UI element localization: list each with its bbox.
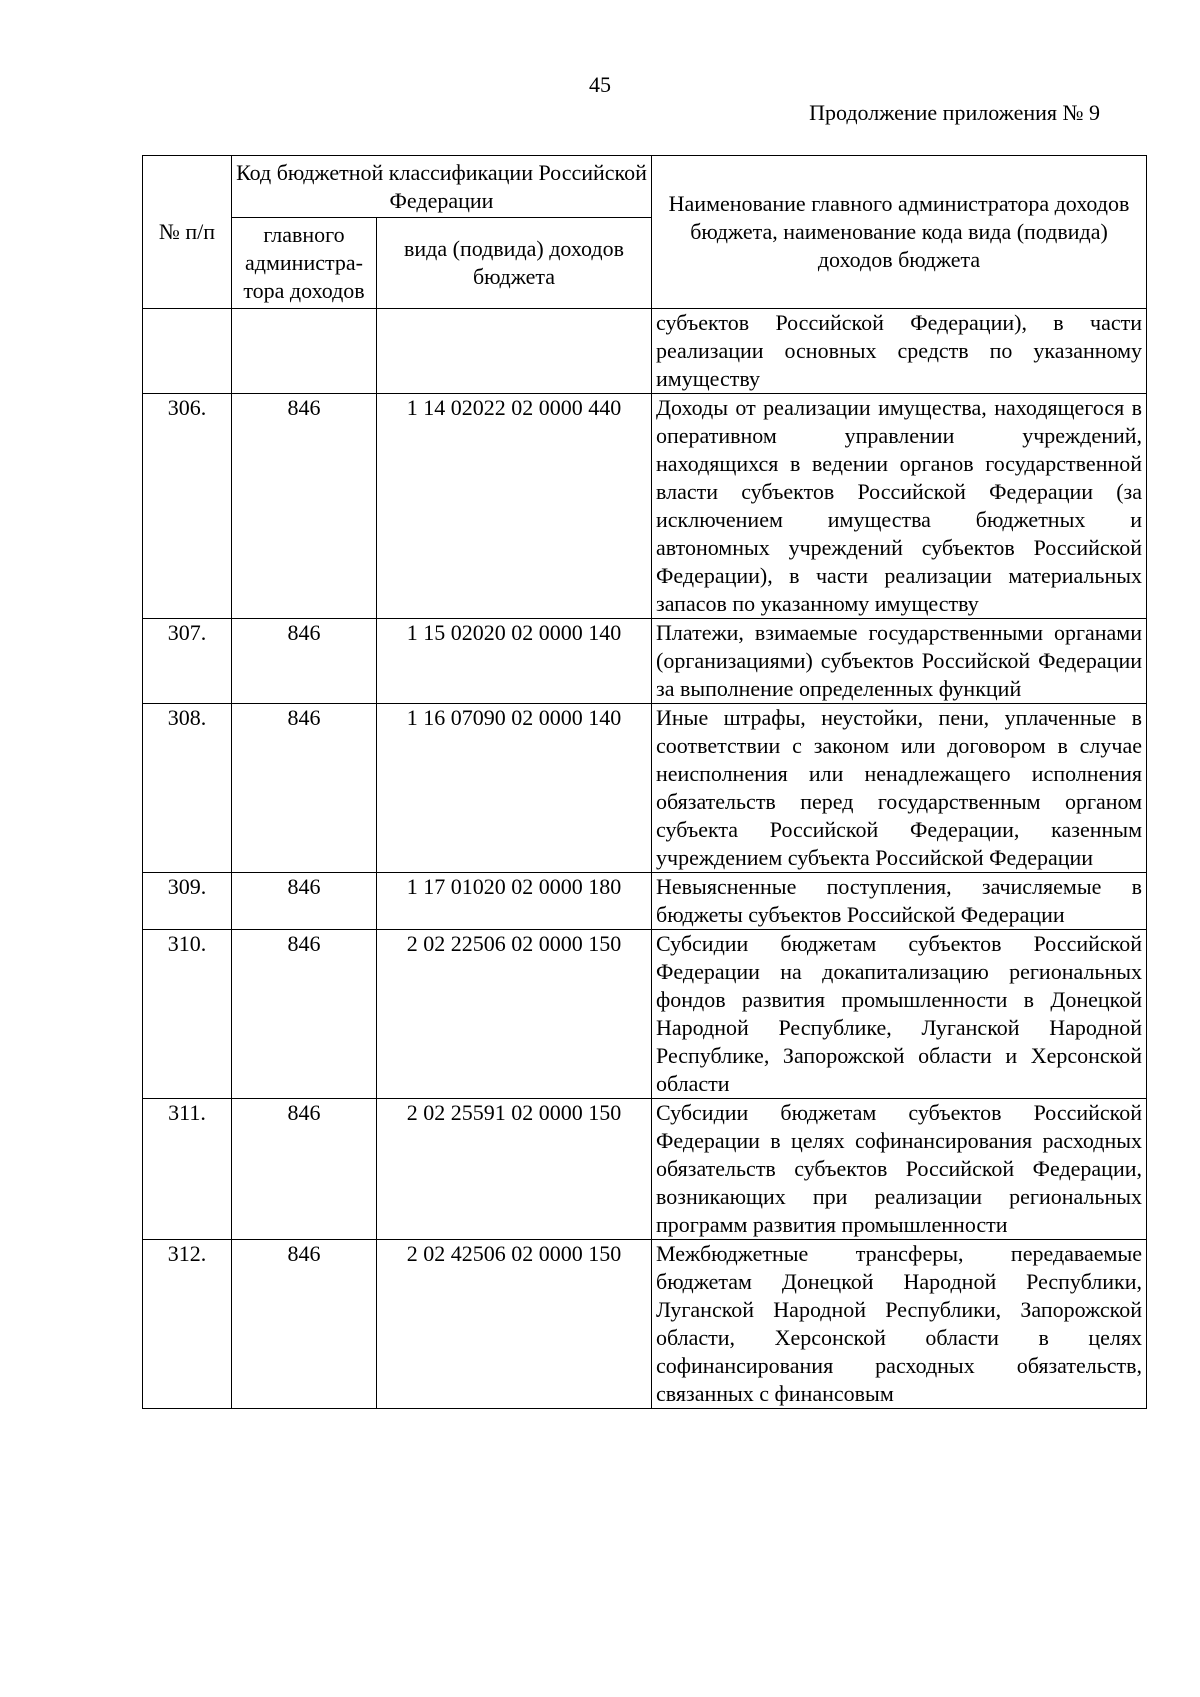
- row-admin-code: 846: [232, 394, 377, 619]
- row-description: Субсидии бюджетам субъектов Российской Федерации в целях софинансирования расходных обязательств субъектов Российской Федерации, возникающих при реализации региональных программ развития промышленности: [652, 1099, 1147, 1240]
- table-row: [143, 704, 1147, 873]
- row-number: 310.: [143, 930, 232, 1099]
- header-admin-code: главного администра-тора доходов: [232, 218, 377, 309]
- table-row: [143, 873, 1147, 930]
- row-income-code: 1 14 02022 02 0000 440: [377, 394, 652, 619]
- table-row: [143, 619, 1147, 704]
- row-admin-code: 846: [232, 619, 377, 704]
- row-income-code: [377, 309, 652, 394]
- row-number: 312.: [143, 1240, 232, 1409]
- table-row: [143, 1240, 1147, 1409]
- row-description: Платежи, взимаемые государственными органами (организациями) субъектов Российской Федерации за выполнение определенных функций: [652, 619, 1147, 704]
- row-description: Субсидии бюджетам субъектов Российской Федерации на докапитализацию региональных фондов развития промышленности в Донецкой Народной Республике, Луганской Народной Республике, Запорожской области и Херсонской области: [652, 930, 1147, 1099]
- row-number: 311.: [143, 1099, 232, 1240]
- row-description: Иные штрафы, неустойки, пени, уплаченные в соответствии с законом или договором в случае неисполнения или ненадлежащего исполнения обязательств перед государственным органом субъекта Российской Федерации, казенным учреждением субъекта Российской Федерации: [652, 704, 1147, 873]
- header-number: № п/п: [143, 156, 232, 309]
- row-admin-code: 846: [232, 930, 377, 1099]
- page-number: 45: [589, 72, 611, 97]
- row-number: 309.: [143, 873, 232, 930]
- row-income-code: 2 02 42506 02 0000 150: [377, 1240, 652, 1409]
- table-row: [143, 394, 1147, 619]
- header-code-group: Код бюджетной классификации Российской Федерации: [232, 156, 652, 218]
- budget-classification-table: [142, 155, 1147, 1409]
- table-row: [143, 1099, 1147, 1240]
- table-header: [143, 156, 1147, 309]
- row-description: Доходы от реализации имущества, находящегося в оперативном управлении учреждений, находящихся в ведении органов государственной власти субъектов Российской Федерации (за исключением имущества бюджетных и автономных учреждений субъектов Российской Федерации), в части реализации материальных запасов по указанному имуществу: [652, 394, 1147, 619]
- row-description: субъектов Российской Федерации), в части реализации основных средств по указанному имуществу: [652, 309, 1147, 394]
- row-admin-code: 846: [232, 873, 377, 930]
- header-kind-code: вида (подвида) доходов бюджета: [377, 218, 652, 309]
- row-admin-code: 846: [232, 704, 377, 873]
- row-income-code: 2 02 22506 02 0000 150: [377, 930, 652, 1099]
- row-number: 306.: [143, 394, 232, 619]
- row-number: [143, 309, 232, 394]
- row-income-code: 1 16 07090 02 0000 140: [377, 704, 652, 873]
- row-description: Невыясненные поступления, зачисляемые в бюджеты субъектов Российской Федерации: [652, 873, 1147, 930]
- row-income-code: 2 02 25591 02 0000 150: [377, 1099, 652, 1240]
- row-number: 308.: [143, 704, 232, 873]
- appendix-caption: Продолжение приложения № 9: [809, 100, 1100, 125]
- header-name: Наименование главного администратора доходов бюджета, наименование кода вида (подвида) доходов бюджета: [652, 156, 1147, 309]
- table-row: [143, 930, 1147, 1099]
- row-admin-code: 846: [232, 1240, 377, 1409]
- row-description: Межбюджетные трансферы, передаваемые бюджетам Донецкой Народной Республики, Луганской Народной Республики, Запорожской области, Херсонской области в целях софинансирования расходных обязательств, связанных с финансовым: [652, 1240, 1147, 1409]
- table-body: [143, 309, 1147, 1409]
- row-income-code: 1 15 02020 02 0000 140: [377, 619, 652, 704]
- table-row: [143, 309, 1147, 394]
- row-admin-code: [232, 309, 377, 394]
- row-admin-code: 846: [232, 1099, 377, 1240]
- row-number: 307.: [143, 619, 232, 704]
- row-income-code: 1 17 01020 02 0000 180: [377, 873, 652, 930]
